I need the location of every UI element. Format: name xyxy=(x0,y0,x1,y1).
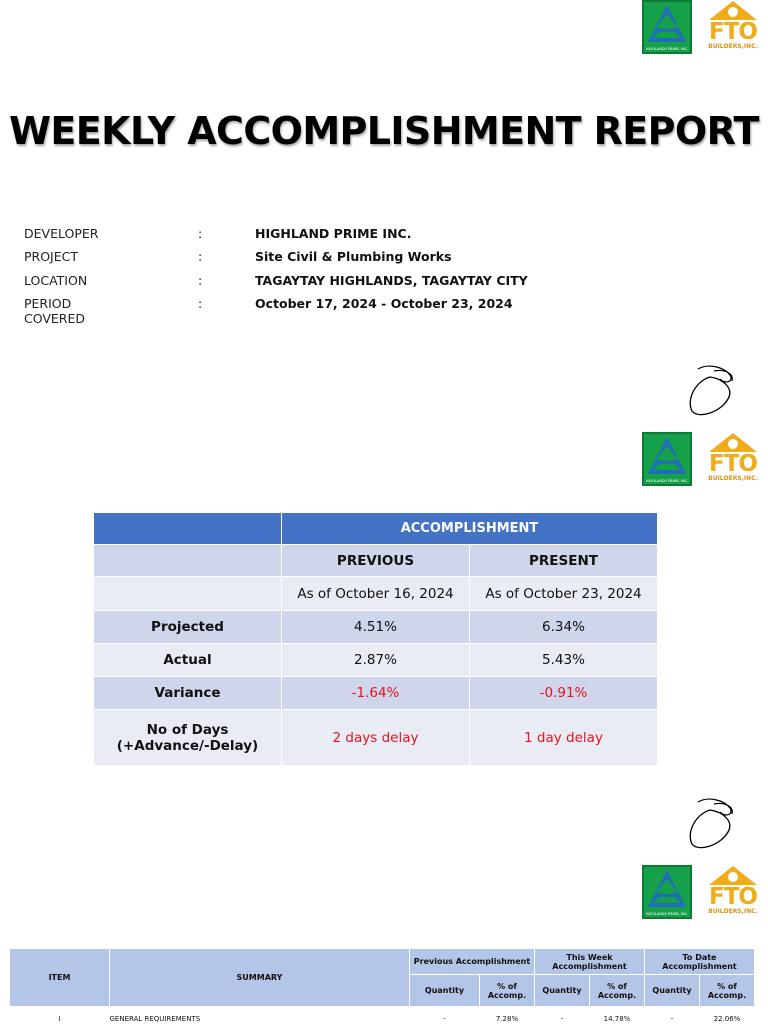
fto-builders-logo xyxy=(704,0,762,54)
accomplishment-table xyxy=(93,512,658,766)
col-header-to-date: To Date Accomplishment xyxy=(645,949,755,975)
highland-logo-caption: HIGHLANDS PRIME, INC. xyxy=(645,912,689,916)
highland-prime-logo xyxy=(642,0,692,54)
table-corner xyxy=(94,513,282,545)
col-header-previous: Previous Accomplishment xyxy=(410,949,535,975)
previous-header: PREVIOUS xyxy=(282,545,470,577)
info-value: Site Civil & Plumbing Works xyxy=(255,249,452,265)
info-value: October 17, 2024 - October 23, 2024 xyxy=(255,295,513,311)
info-colon: : xyxy=(198,249,203,265)
row-label-actual: Actual xyxy=(94,644,282,677)
col-header-pct: % of Accomp. xyxy=(480,975,535,1007)
fto-logo-word: FTO xyxy=(709,884,757,910)
row-label-variance: Variance xyxy=(94,677,282,710)
info-colon: : xyxy=(198,272,203,288)
info-label: DEVELOPER xyxy=(24,226,99,241)
cell-todate-pct: 22.06% xyxy=(700,1007,755,1031)
col-header-quantity: Quantity xyxy=(535,975,590,1007)
cell-week-pct: 14.78% xyxy=(590,1007,645,1031)
row-label-days xyxy=(94,710,282,766)
projected-previous: 4.51% xyxy=(282,611,470,644)
col-header-this-week: This Week Accomplishment xyxy=(535,949,645,975)
col-header-pct: % of Accomp. xyxy=(700,975,755,1007)
highland-prime-logo xyxy=(642,432,692,486)
cell-item: I xyxy=(10,1007,110,1031)
present-header: PRESENT xyxy=(470,545,658,577)
col-header-quantity: Quantity xyxy=(410,975,480,1007)
days-previous: 2 days delay xyxy=(282,710,470,766)
highland-logo-caption: HIGHLANDS PRIME, INC. xyxy=(645,47,689,51)
previous-date: As of October 16, 2024 xyxy=(282,577,470,611)
summary-table xyxy=(9,948,755,1031)
info-colon: : xyxy=(198,226,203,241)
info-value: TAGAYTAY HIGHLANDS, TAGAYTAY CITY xyxy=(255,272,528,288)
highland-logo-caption: HIGHLANDS PRIME, INC. xyxy=(645,479,689,483)
cell-prev-qty: - xyxy=(410,1007,480,1031)
info-label: LOCATION xyxy=(24,272,88,288)
variance-previous: -1.64% xyxy=(282,677,470,710)
actual-previous: 2.87% xyxy=(282,644,470,677)
report-title: WEEKLY ACCOMPLISHMENT REPORT xyxy=(9,109,759,153)
col-header-item: ITEM xyxy=(10,949,110,1007)
fto-logo-sub: BUILDERS,INC. xyxy=(708,908,758,915)
fto-logo-sub: BUILDERS,INC. xyxy=(708,43,758,50)
variance-present: -0.91% xyxy=(470,677,658,710)
fto-logo-word: FTO xyxy=(709,451,757,477)
cell-prev-pct: 7.28% xyxy=(480,1007,535,1031)
blank-cell xyxy=(94,545,282,577)
info-colon: : xyxy=(198,295,203,311)
days-label-line2: (+Advance/-Delay) xyxy=(116,737,259,754)
info-label: PERIOD COVERED xyxy=(24,295,86,326)
blank-cell xyxy=(94,577,282,611)
row-label-projected: Projected xyxy=(94,611,282,644)
cell-summary: GENERAL REQUIREMENTS xyxy=(110,1007,410,1031)
projected-present: 6.34% xyxy=(470,611,658,644)
info-value: HIGHLAND PRIME INC. xyxy=(255,226,412,241)
days-label-line1: No of Days xyxy=(146,721,229,738)
cell-todate-qty: - xyxy=(645,1007,700,1031)
col-header-quantity: Quantity xyxy=(645,975,700,1007)
fto-logo-sub: BUILDERS,INC. xyxy=(708,475,758,482)
cell-week-qty: - xyxy=(535,1007,590,1031)
present-date: As of October 23, 2024 xyxy=(470,577,658,611)
highland-prime-logo xyxy=(642,865,692,919)
fto-builders-logo xyxy=(704,865,762,919)
days-present: 1 day delay xyxy=(470,710,658,766)
fto-builders-logo xyxy=(704,432,762,486)
actual-present: 5.43% xyxy=(470,644,658,677)
col-header-summary: SUMMARY xyxy=(110,949,410,1007)
accomplishment-header: ACCOMPLISHMENT xyxy=(282,513,658,545)
fto-logo-word: FTO xyxy=(709,19,757,45)
table-row xyxy=(10,1007,755,1031)
col-header-pct: % of Accomp. xyxy=(590,975,645,1007)
info-label: PROJECT xyxy=(24,249,79,265)
signature xyxy=(684,796,744,852)
signature xyxy=(684,363,744,419)
